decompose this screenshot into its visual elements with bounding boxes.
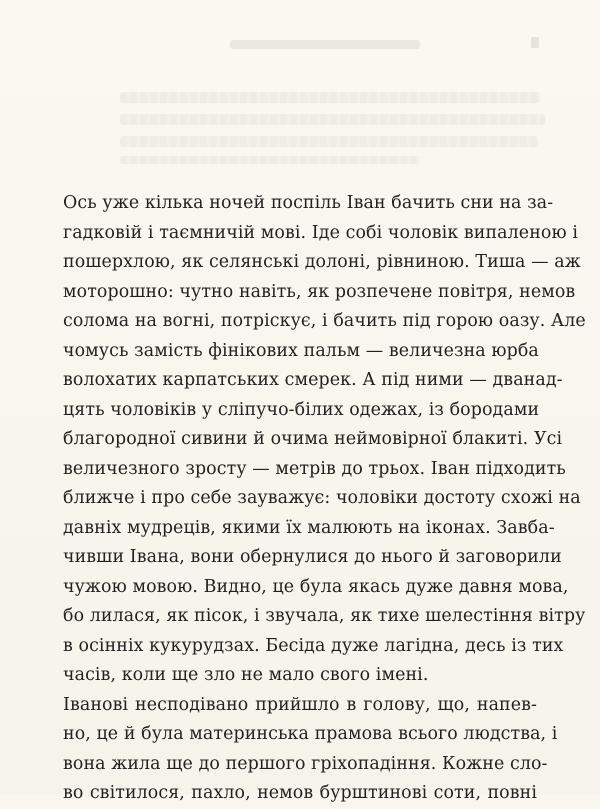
text-line: пошерхлою, як селянські долоні, рівниною. Тиша — аж (63, 252, 581, 272)
text-line: вона жила ще до першого гріхопадіння. Кожне сло- (63, 753, 548, 774)
text-line: во світилося, пахло, немов бурштинові соти, повні (63, 783, 537, 803)
text-line: Іванові несподівано прийшло в голову, що, напев- (63, 694, 537, 715)
text-line: гадковій і таємничій мові. Іде собі чоловік випаленою і (63, 222, 578, 243)
body-text (63, 189, 586, 809)
paragraph-1 (63, 189, 586, 691)
text-line: давніх мудреців, якими їх малюють на іконах. Завба- (63, 517, 555, 538)
text-line: солома на вогні, потріскує, і бачить під горою оазу. Але (63, 311, 586, 331)
text-line: бо лилася, як пісок, і звучала, як тихе шелестіння вітру (63, 606, 586, 626)
ghost-line (120, 114, 545, 125)
paragraph-2 (63, 691, 558, 809)
text-line: в осінніх кукурудзах. Бесіда дуже лагідна, десь із тих (63, 635, 564, 656)
page-number-ghost (531, 37, 539, 48)
show-through-text (0, 0, 600, 160)
text-line: волохатих карпатських смерек. А під ними — дванад- (63, 370, 563, 390)
text-line: цять чоловіків у сліпучо-білих одежах, із бородами (63, 399, 540, 420)
text-line: Ось уже кілька ночей поспіль Іван бачить сни на за- (63, 193, 554, 213)
text-line: благородної сивини й очима неймовірної блакиті. Усі (63, 429, 563, 449)
text-line: часів, коли ще зло не мало свого імені. (63, 665, 429, 685)
running-header-ghost (230, 40, 420, 49)
text-line: ближче і про себе зауважує: чоловіки достоту схожі на (63, 488, 581, 508)
text-line: величезного зросту — метрів до трьох. Іван підходить (63, 458, 566, 479)
text-line: моторошно: чутно навіть, як розпечене повітря, немов (63, 281, 576, 302)
text-line: чивши Івана, вони обернулися до нього й заговорили (63, 547, 562, 567)
ghost-line (120, 92, 540, 103)
ghost-line (120, 136, 538, 147)
text-line: но, це й була материнська прамова всього людства, і (63, 724, 558, 744)
text-line: чомусь замість фінікових пальм — величезна юрба (63, 340, 539, 361)
ghost-line (120, 156, 420, 164)
text-line: чужою мовою. Видно, це була якась дуже давня мова, (63, 576, 569, 597)
